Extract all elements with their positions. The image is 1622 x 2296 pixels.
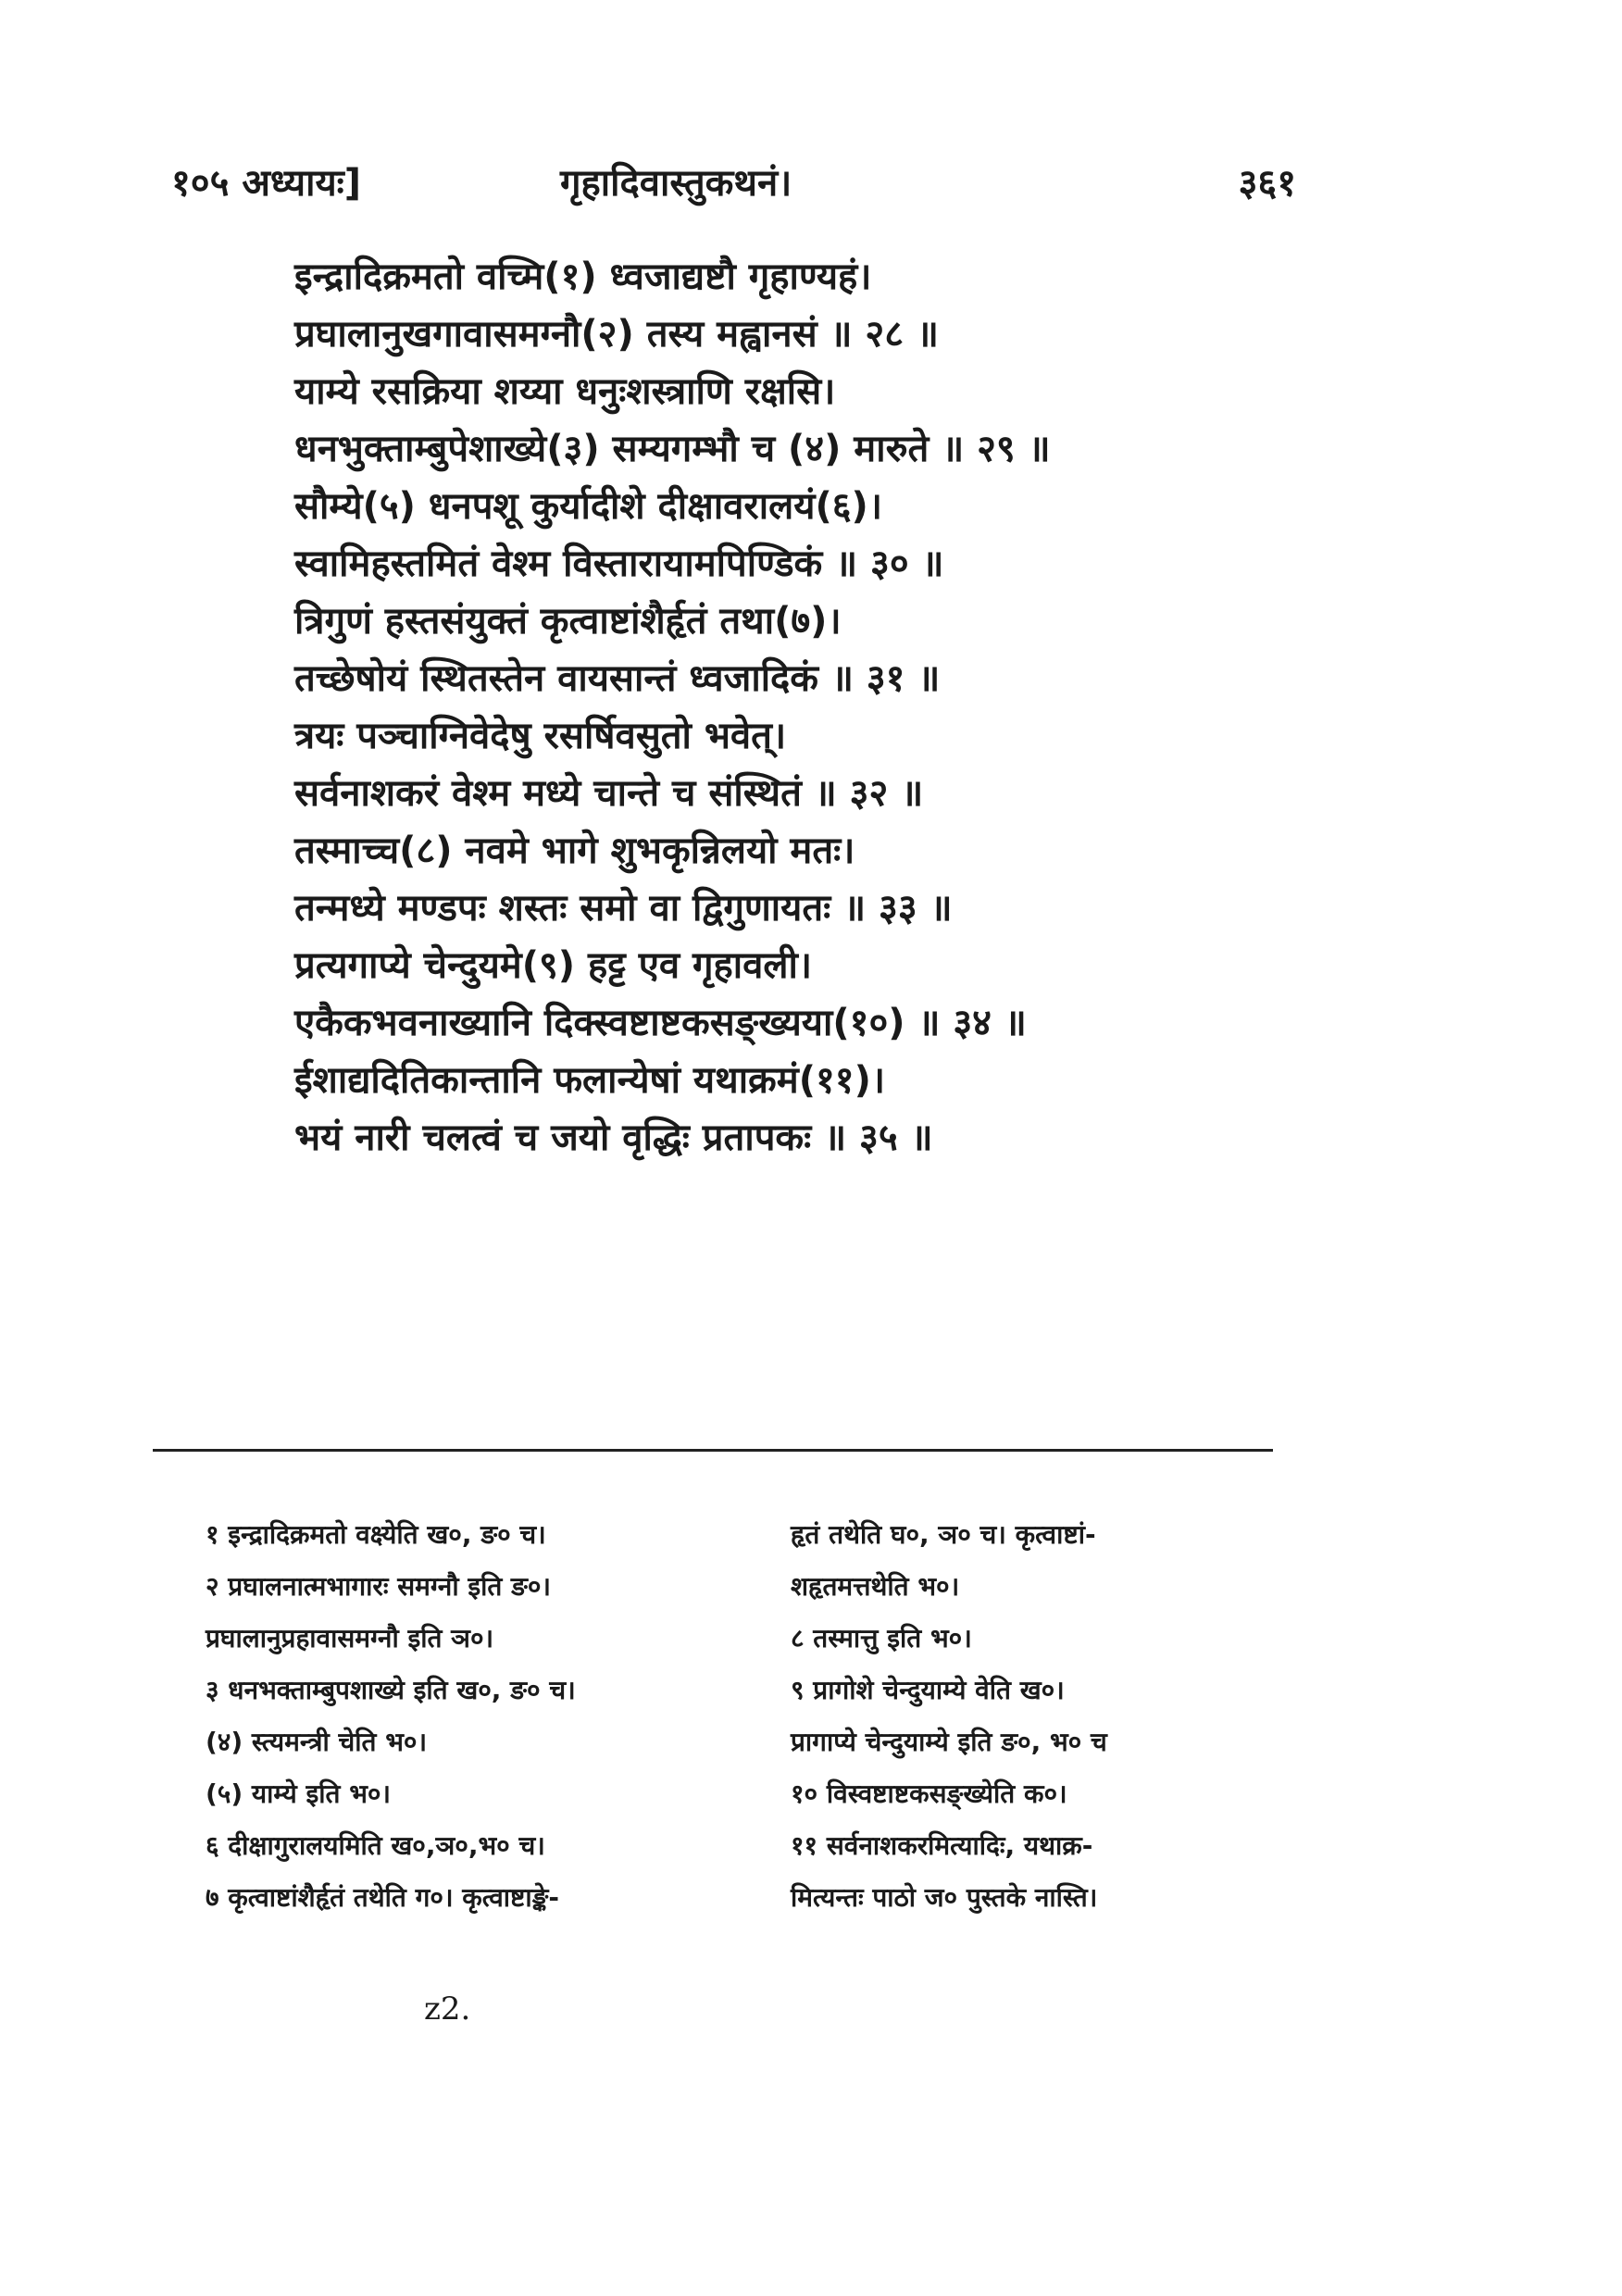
verse-line: स्वामिहस्तमितं वेश्म विस्तारायामपिण्डिकं ॥ ३० ॥ (294, 543, 944, 585)
verse-line: सौम्ये(५) धनपशू कुर्यादीशे दीक्षावरालयं(६)। (294, 485, 882, 528)
verse-line: एकैकभवनाख्यानि दिक्स्वष्टाष्टकसङ्ख्यया(१०) ॥ ३४ ॥ (294, 1002, 1027, 1044)
verse-line: प्रघालानुखगावासमग्नौ(२) तस्य मह्वानसं ॥ २८ ॥ (294, 313, 939, 356)
footnote-row (206, 1716, 1270, 1768)
footnote-row (206, 1613, 1270, 1665)
running-title: गृहादिवास्तुकथनं। (560, 162, 792, 205)
footnote-divider (153, 1449, 1273, 1452)
page-number: ३६१ (1238, 162, 1296, 205)
verse-line: तच्छेषोयं स्थितस्तेन वायसान्तं ध्वजादिकं ॥ ३१ ॥ (294, 657, 941, 700)
footnote-right: प्रागाप्ये चेन्दुयाम्ये इति ङ०, भ० च (791, 1727, 1107, 1757)
footnote-left: (४) स्त्यमन्त्री चेति भ०। (206, 1727, 428, 1757)
verse-line: त्रयः पञ्चाग्निवेदेषु रसर्षिवसुतो भवेत्। (294, 715, 787, 757)
verse-line: सर्वनाशकरं वेश्म मध्ये चान्ते च संस्थितं ॥ ३२ ॥ (294, 772, 924, 815)
verse-line: ईशाद्यदितिकान्तानि फलान्येषां यथाक्रमं(११)। (294, 1059, 886, 1102)
footnote-row (206, 1665, 1270, 1716)
printer-signature-mark: z2. (424, 1990, 471, 2028)
verse-line: इन्द्रादिक्रमतो वच्मि(१) ध्वजाद्यष्टौ गृहाण्यहं। (294, 256, 872, 298)
verse-line: त्रिगुणं हस्तसंयुक्तं कृत्वाष्टांशैर्हृतं तथा(७)। (294, 600, 842, 643)
footnote-left: १ इन्द्रादिक्रमतो वक्ष्येति ख०, ङ० च। (206, 1519, 546, 1550)
footnote-row (206, 1820, 1270, 1872)
verse-block (294, 248, 1220, 1167)
footnote-row (206, 1768, 1270, 1820)
verse-line: प्रत्यगाप्ये चेन्दुयमे(९) हट्ट एव गृहावली। (294, 944, 813, 987)
footnote-right: मित्यन्तः पाठो ज० पुस्तके नास्ति। (791, 1882, 1098, 1913)
footnote-row (206, 1872, 1270, 1924)
footnote-left: ७ कृत्वाष्टांशैर्हृतं तथेति ग०। कृत्वाष्टाङ्के- (206, 1882, 559, 1913)
footnote-right: हृतं तथेति घ०, ञ० च। कृत्वाष्टां- (791, 1519, 1096, 1550)
footnote-left: २ प्रघालनात्मभागारः समग्नौ इति ङ०। (206, 1571, 552, 1602)
verse-line: तस्माच्च(८) नवमे भागे शुभकृन्निलयो मतः। (294, 830, 855, 872)
footnote-right: ८ तस्मात्तु इति भ०। (791, 1623, 972, 1653)
footnote-right: १० विस्वष्टाष्टकसङ्ख्येति क०। (791, 1778, 1067, 1809)
page-header (171, 156, 1296, 211)
verse-line: याम्ये रसक्रिया शय्या धनुःशस्त्राणि रक्षसि। (294, 370, 836, 413)
verse-line: तन्मध्ये मण्डपः शस्तः समो वा द्विगुणायतः ॥ ३३ ॥ (294, 887, 953, 930)
verse-line: धनभुक्ताम्बुपेशाख्ये(३) सम्यगम्भौ च (४) मारुते ॥ २९ ॥ (294, 428, 1051, 470)
footnote-left: (५) याम्ये इति भ०। (206, 1778, 392, 1809)
footnote-right: ९ प्रागोशे चेन्दुयाम्ये वेति ख०। (791, 1675, 1065, 1705)
verse-line: भयं नारी चलत्वं च जयो वृद्धिः प्रतापकः ॥ ३५ ॥ (294, 1117, 933, 1159)
footnote-right: ११ सर्वनाशकरमित्यादिः, यथाक्र- (791, 1830, 1093, 1861)
footnote-row (206, 1509, 1270, 1561)
footnotes (206, 1509, 1270, 1924)
footnote-left: ३ धनभक्ताम्बुपशाख्ये इति ख०, ङ० च। (206, 1675, 576, 1705)
chapter-label: १०५ अध्यायः] (171, 162, 362, 205)
footnote-right: शहृतमत्तथेति भ०। (791, 1571, 960, 1602)
footnote-left: ६ दीक्षागुरालयमिति ख०,ञ०,भ० च। (206, 1830, 545, 1861)
footnote-row (206, 1561, 1270, 1613)
footnote-left: प्रघालानुप्रहावासमग्नौ इति ञ०। (206, 1623, 494, 1653)
